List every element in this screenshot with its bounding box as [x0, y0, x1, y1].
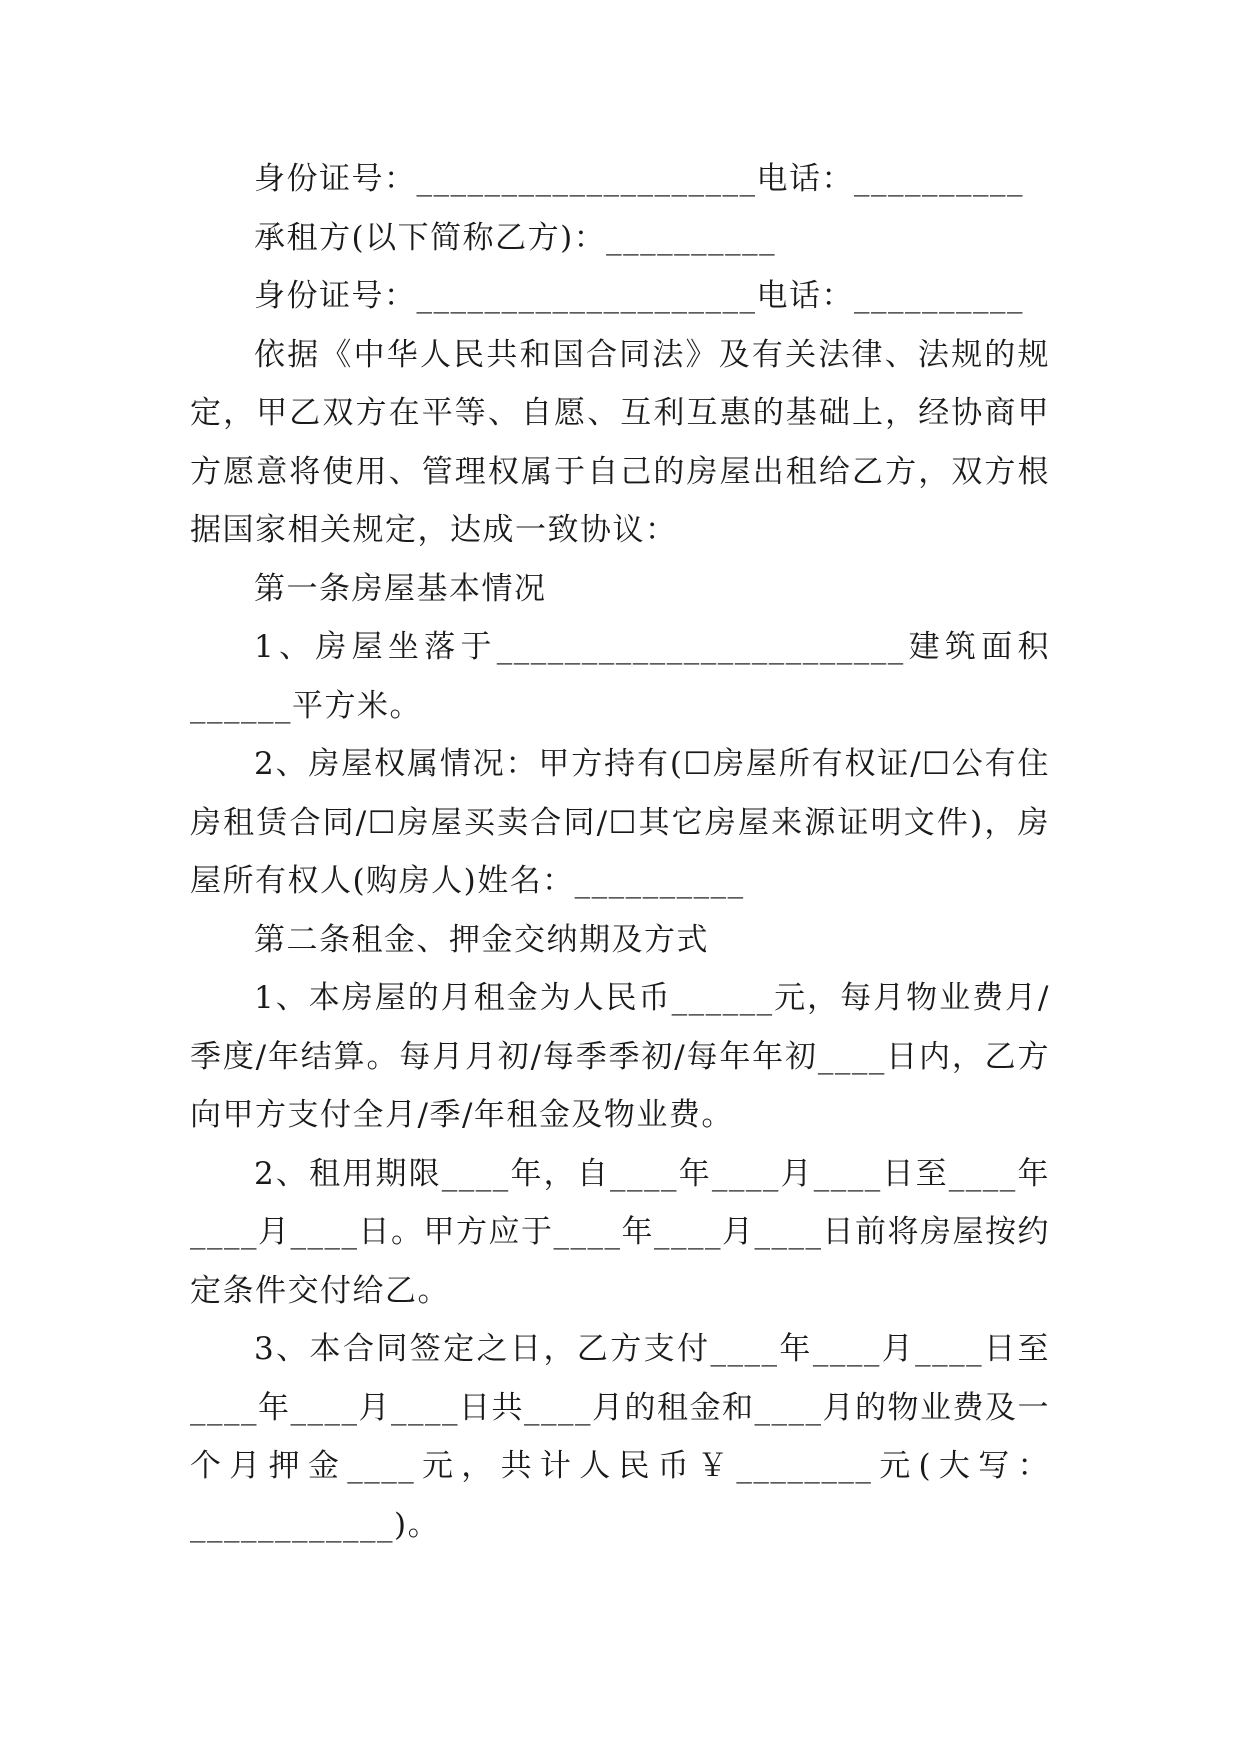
article-2-clause-1: 1、本房屋的月租金为人民币______元，每月物业费月/季度/年结算。每月月初/每季季初/每年年初____日内，乙方向甲方支付全月/季/年租金及物业费。 — [190, 980, 1050, 1133]
document-body — [190, 150, 1050, 1554]
article-2-clause-2: 2、租用期限____年，自____年____月____日至____年____月____日。甲方应于____年____月____日前将房屋按约定条件交付给乙。 — [190, 1155, 1050, 1309]
article-1-clause-1: 1、房屋坐落于________________________建筑面积______平方米。 — [190, 629, 1050, 724]
lessee-id-phone-line: 身份证号：____________________电话：__________ — [254, 278, 1024, 314]
lessor-id-phone-line: 身份证号：____________________电话：__________ — [254, 161, 1024, 197]
lessee-name-line: 承租方(以下简称乙方)：__________ — [254, 219, 777, 256]
article-2-heading: 第二条租金、押金交纳期及方式 — [254, 921, 709, 958]
preamble-paragraph: 依据《中华人民共和国合同法》及有关法律、法规的规定，甲乙双方在平等、自愿、互利互惠的基础上，经协商甲方愿意将使用、管理权属于自己的房屋出租给乙方，双方根据国家相关规定，达成一致协议： — [190, 336, 1050, 548]
article-1-clause-2: 2、房屋权属情况：甲方持有(☐房屋所有权证/☐公有住房租赁合同/☐房屋买卖合同/☐其它房屋来源证明文件)，房屋所有权人(购房人)姓名：__________ — [190, 746, 1050, 899]
article-2-clause-3: 3、本合同签定之日，乙方支付____年____月____日至____年____月____日共____月的租金和____月的物业费及一个月押金____元，共计人民币￥________元(大写：____________)。 — [190, 1331, 1050, 1543]
article-1-heading: 第一条房屋基本情况 — [254, 570, 547, 607]
